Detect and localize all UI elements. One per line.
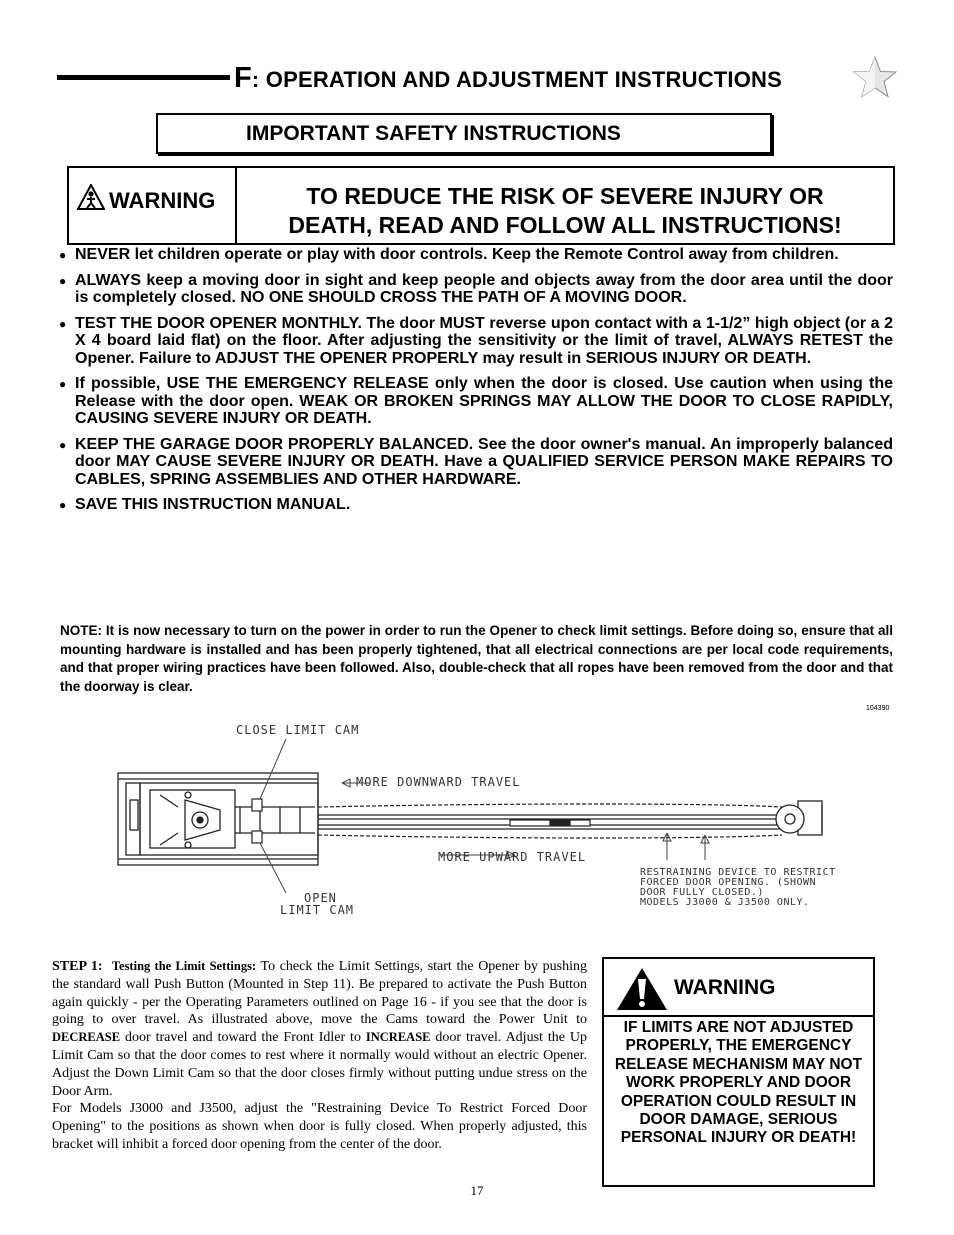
restraining-label-4: MODELS J3000 & J3500 ONLY. [640,897,810,908]
rail [318,804,800,838]
figure-number: 104390 [866,705,890,712]
side-warning-body [602,1013,875,1187]
more-upward-label: MORE UPWARD TRAVEL [438,850,587,864]
bullet-dot-icon: ● [59,248,67,262]
restraining-label-1: RESTRAINING DEVICE TO RESTRICT [640,867,836,878]
restraining-label-2: FORCED DOOR OPENING. (SHOWN [640,877,817,888]
side-warning-header [602,957,875,1017]
front-idler [776,801,822,835]
warning-exclamation-icon [616,967,668,1011]
bullet-dot-icon: ● [59,377,67,391]
warning-line-2: DEATH, READ AND FOLLOW ALL INSTRUCTIONS! [288,212,842,238]
page-number: 17 [470,1183,484,1198]
safety-bullet-list [57,246,893,522]
step-1-paragraph: STEP 1: Testing the Limit Settings: To check the Limit Settings, start the Opener by pushing the standard wall Push Button (Mounted in Step 11). Be prepared to activate the Push Button again quickly - per the Operating Parameters outlined on Page 16 - if you see that the door is going to over travel. As illustrated above, move the Cams toward the Power Unit to DECREASE door travel and toward the Front Idler to INCREASE door travel. Adjust the Up Limit Cam so that the door comes to rest where it normally would without an electric Opener. Adjust the Down Limit Cam so that the door closes firmly without putting undue stress on the Door Arm. [52,959,588,1099]
power-unit [118,773,318,865]
warning-person-icon [77,184,105,210]
bullet-dot-icon: ● [59,498,67,512]
open-limit-cam-label-1: OPEN [304,891,337,905]
bullet-item: ● TEST THE DOOR OPENER MONTHLY. The door MUST reverse upon contact with a 1-1/2” high object (or a 2 X 4 board laid flat) on the floor. After adjusting the sensitivity or the limit of travel, ALWAYS RETEST the Opener. Failure to ADJUST THE OPENER PROPERLY may result in SERIOUS INJURY OR DEATH. [59,314,893,367]
opener-rail-diagram [110,715,840,945]
close-limit-cam-label: CLOSE LIMIT CAM [236,723,360,737]
side-warning-label: WARNING [674,976,776,999]
step-1-label: STEP 1: [52,959,103,974]
restraining-label-3: DOOR FULLY CLOSED.) [640,887,764,898]
more-downward-label: MORE DOWNWARD TRAVEL [356,775,521,789]
step-1-subtitle: Testing the Limit Settings: [111,959,257,973]
bullet-item: ● NEVER let children operate or play with door controls. Keep the Remote Control away from children. [59,246,839,263]
increase-keyword: INCREASE [365,1030,431,1045]
bullet-item: ● SAVE THIS INSTRUCTION MANUAL. [59,496,351,513]
section-title: F: OPERATION AND ADJUSTMENT INSTRUCTIONS [234,62,783,94]
bullet-item: ● KEEP THE GARAGE DOOR PROPERLY BALANCED. See the door owner's manual. An improperly balanced door MAY CAUSE SEVERE INJURY OR DEATH. Have a QUALIFIED SERVICE PERSON MAKE REPAIRS TO CABLES, SPRING ASSEMBLIES AND OTHER HARDWARE. [59,435,893,488]
open-limit-cam-label-2: LIMIT CAM [280,903,355,917]
step-1-paragraph-2: For Models J3000 and J3500, adjust the "Restraining Device To Restrict Forced Door Opening" to the positions as shown when door is fully closed. When properly adjusted, this bracket will inhibit a forced door opening from the center of the door. [52,1101,587,1152]
note-paragraph: NOTE: It is now necessary to turn on the power in order to run the Opener to check limit settings. Before doing so, ensure that all mounting hardware is installed and has been properly tightened, that all electrical connections are per local code requirements, and that proper wiring practices have been followed. Also, double-check that all ropes have been removed from the door and that the doorway is clear. [60,623,893,694]
decrease-keyword: DECREASE [52,1030,121,1045]
bullet-dot-icon: ● [59,437,67,452]
bullet-item: ● ALWAYS keep a moving door in sight and keep people and objects away from the door area until the door is completely closed. NO ONE SHOULD CROSS THE PATH OF A MOVING DOOR. [59,271,893,306]
warning-banner-text [237,182,893,240]
warning-label-cell [69,168,237,243]
warning-line-1: TO REDUCE THE RISK OF SEVERE INJURY OR [306,183,824,209]
bullet-item: ● If possible, USE THE EMERGENCY RELEASE only when the door is closed. Use caution when using the Release with the door open. WEAK OR BROKEN SPRINGS MAY ALLOW THE DOOR TO CLOSE RAPIDLY, CAUSING SEVERE INJURY OR DEATH. [59,375,893,427]
bullet-dot-icon: ● [59,273,67,288]
important-safety-box [156,113,772,154]
header-rule [57,75,230,80]
star-icon [852,55,898,99]
bullet-dot-icon: ● [59,316,67,331]
warning-banner [67,166,895,245]
warning-label: WARNING [109,188,216,213]
side-warning-text: IF LIMITS ARE NOT ADJUSTED PROPERLY, THE EMERGENCY RELEASE MECHANISM MAY NOT WORK PROPERLY AND DOOR OPERATION COULD RESULT IN DOOR DAMAGE, SERIOUS PERSONAL INJURY OR DEATH! [614,1019,863,1147]
important-safety-title: IMPORTANT SAFETY INSTRUCTIONS [246,122,621,145]
step-1-text [52,958,587,1154]
